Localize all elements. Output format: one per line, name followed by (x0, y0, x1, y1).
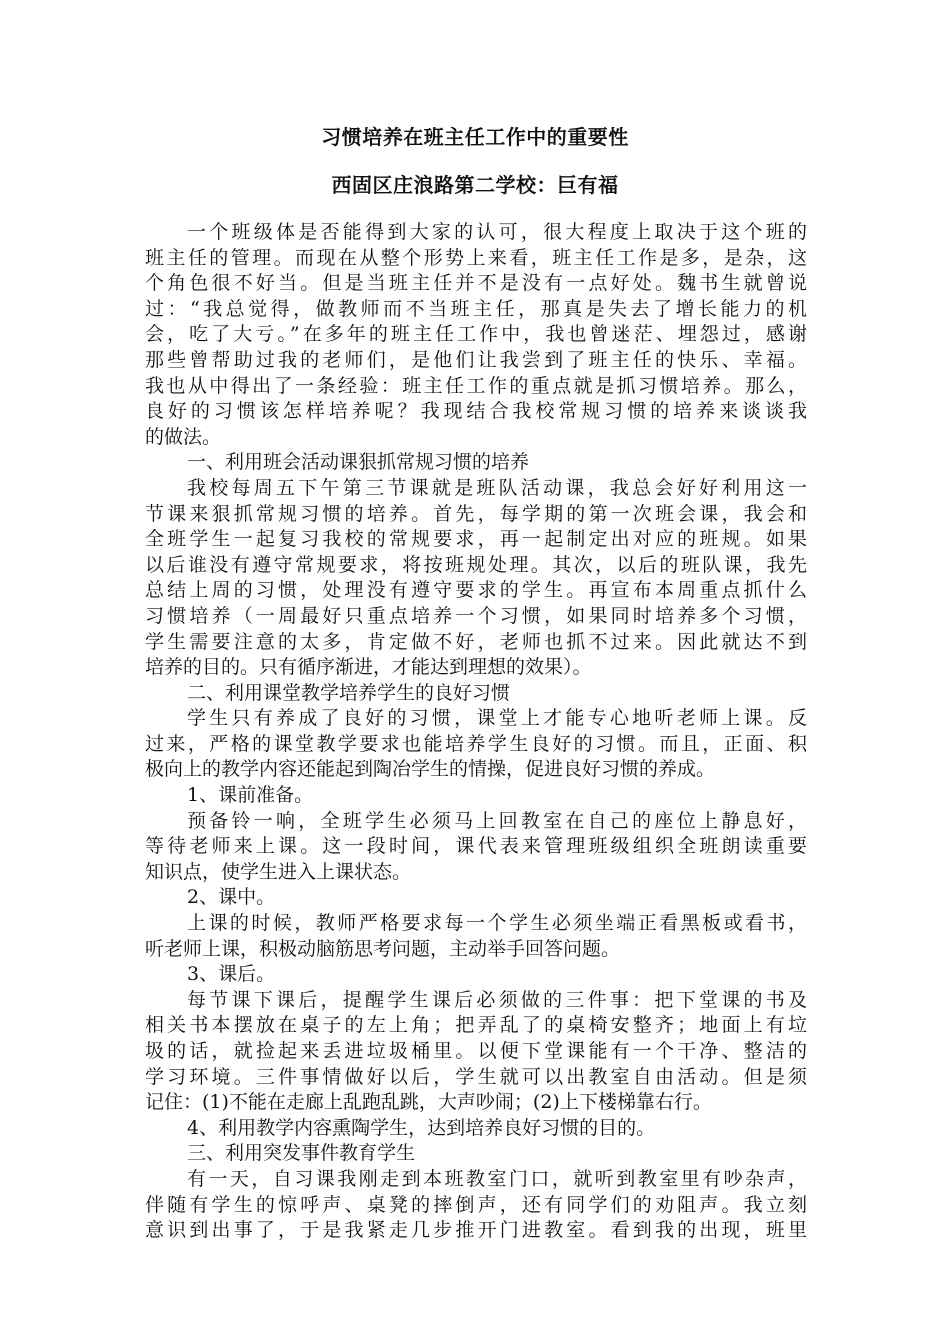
text-line: 总结上周的习惯，处理没有遵守要求的学生。再宣布本周重点抓什么 (145, 579, 807, 602)
text-line: 4、利用教学内容熏陶学生，达到培养良好习惯的目的。 (187, 1116, 656, 1139)
document-title: 习惯培养在班主任工作中的重要性 (321, 125, 629, 149)
text-line: 相关书本摆放在桌子的左上角；把弄乱了的桌椅安整齐；地面上有垃 (145, 1014, 807, 1037)
text-line: 意识到出事了，于是我紧走几步推开门进教室。看到我的出现，班里 (145, 1219, 807, 1242)
text-line: 极向上的教学内容还能起到陶冶学生的情操，促进良好习惯的养成。 (145, 758, 716, 781)
text-line: 圾的话，就捡起来丢进垃圾桶里。以便下堂课能有一个干净、整洁的 (145, 1040, 807, 1062)
text-line: 知识点，使学生进入上课状态。 (145, 860, 412, 883)
text-line: 我也从中得出了一条经验：班主任工作的重点就是抓习惯培养。那么， (145, 374, 807, 397)
text-line: 一、利用班会活动课狠抓常规习惯的培养 (187, 451, 530, 474)
document-body (145, 220, 807, 1244)
text-line: 每节课下课后，提醒学生课后必须做的三件事：把下堂课的书及 (187, 988, 807, 1011)
text-line: 学习环境。三件事情做好以后，学生就可以出教室自由活动。但是须 (145, 1065, 807, 1088)
text-line: 预备铃一响，全班学生必须马上回教室在自己的座位上静息好， (187, 809, 807, 832)
text-line: 伴随有学生的惊呼声、桌凳的摔倒声，还有同学们的劝阻声。我立刻 (145, 1193, 807, 1216)
text-line: 学生需要注意的太多，肯定做不好，老师也抓不过来。因此就达不到 (145, 630, 807, 653)
text-line: 过：“我总觉得，做教师而不当班主任，那真是失去了增长能力的机 (145, 297, 807, 320)
text-line: 1、课前准备。 (187, 784, 314, 807)
text-line: 培养的目的。只有循序渐进，才能达到理想的效果）。 (145, 656, 592, 679)
text-line: 3、课后。 (187, 963, 276, 986)
text-line: 习惯培养（一周最好只重点培养一个习惯，如果同时培养多个习惯， (145, 604, 807, 627)
text-line: 三、利用突发事件教育学生 (187, 1142, 416, 1165)
text-line: 全班学生一起复习我校的常规要求，再一起制定出对应的班规。如果 (145, 528, 807, 551)
text-line: 二、利用课堂教学培养学生的良好习惯 (187, 681, 511, 704)
text-line: 听老师上课，积极动脑筋思考问题，主动举手回答问题。 (145, 937, 621, 960)
text-line: 2、课中。 (187, 886, 276, 909)
text-line: 节课来狠抓常规习惯的培养。首先，每学期的第一次班会课，我会和 (145, 502, 807, 525)
text-line: 有一天，自习课我刚走到本班教室门口，就听到教室里有吵杂声， (187, 1167, 807, 1190)
text-line: 我校每周五下午第三节课就是班队活动课，我总会好好利用这一 (187, 476, 807, 499)
text-line: 学生只有养成了良好的习惯，课堂上才能专心地听老师上课。反 (187, 707, 807, 730)
text-line: 会，吃了大亏。”在多年的班主任工作中，我也曾迷茫、埋怨过，感谢 (145, 323, 807, 346)
text-line: 那些曾帮助过我的老师们，是他们让我尝到了班主任的快乐、幸福。 (145, 348, 807, 371)
text-line: 良好的习惯该怎样培养呢？我现结合我校常规习惯的培养来谈谈我 (145, 400, 807, 423)
author-line: 西固区庄浪路第二学校：巨有福 (331, 173, 619, 197)
text-line: 班主任的管理。而现在从整个形势上来看，班主任工作是多，是杂，这 (145, 246, 807, 269)
text-line: 记住：(1)不能在走廊上乱跑乱跳，大声吵闹；(2)上下楼梯靠右行。 (145, 1091, 712, 1114)
text-line: 等待老师来上课。这一段时间，课代表来管理班级组织全班朗读重要 (145, 835, 807, 858)
text-line: 上课的时候，教师严格要求每一个学生必须坐端正看黑板或看书， (187, 912, 807, 935)
text-line: 个角色很不好当。但是当班主任并不是没有一点好处。魏书生就曾说 (145, 272, 807, 295)
text-line: 的做法。 (145, 425, 222, 448)
text-line: 过来，严格的课堂教学要求也能培养学生良好的习惯。而且，正面、积 (145, 732, 807, 755)
text-line: 一个班级体是否能得到大家的认可，很大程度上取决于这个班的 (187, 221, 807, 243)
text-line: 以后谁没有遵守常规要求，将按班规处理。其次，以后的班队课，我先 (145, 553, 807, 576)
